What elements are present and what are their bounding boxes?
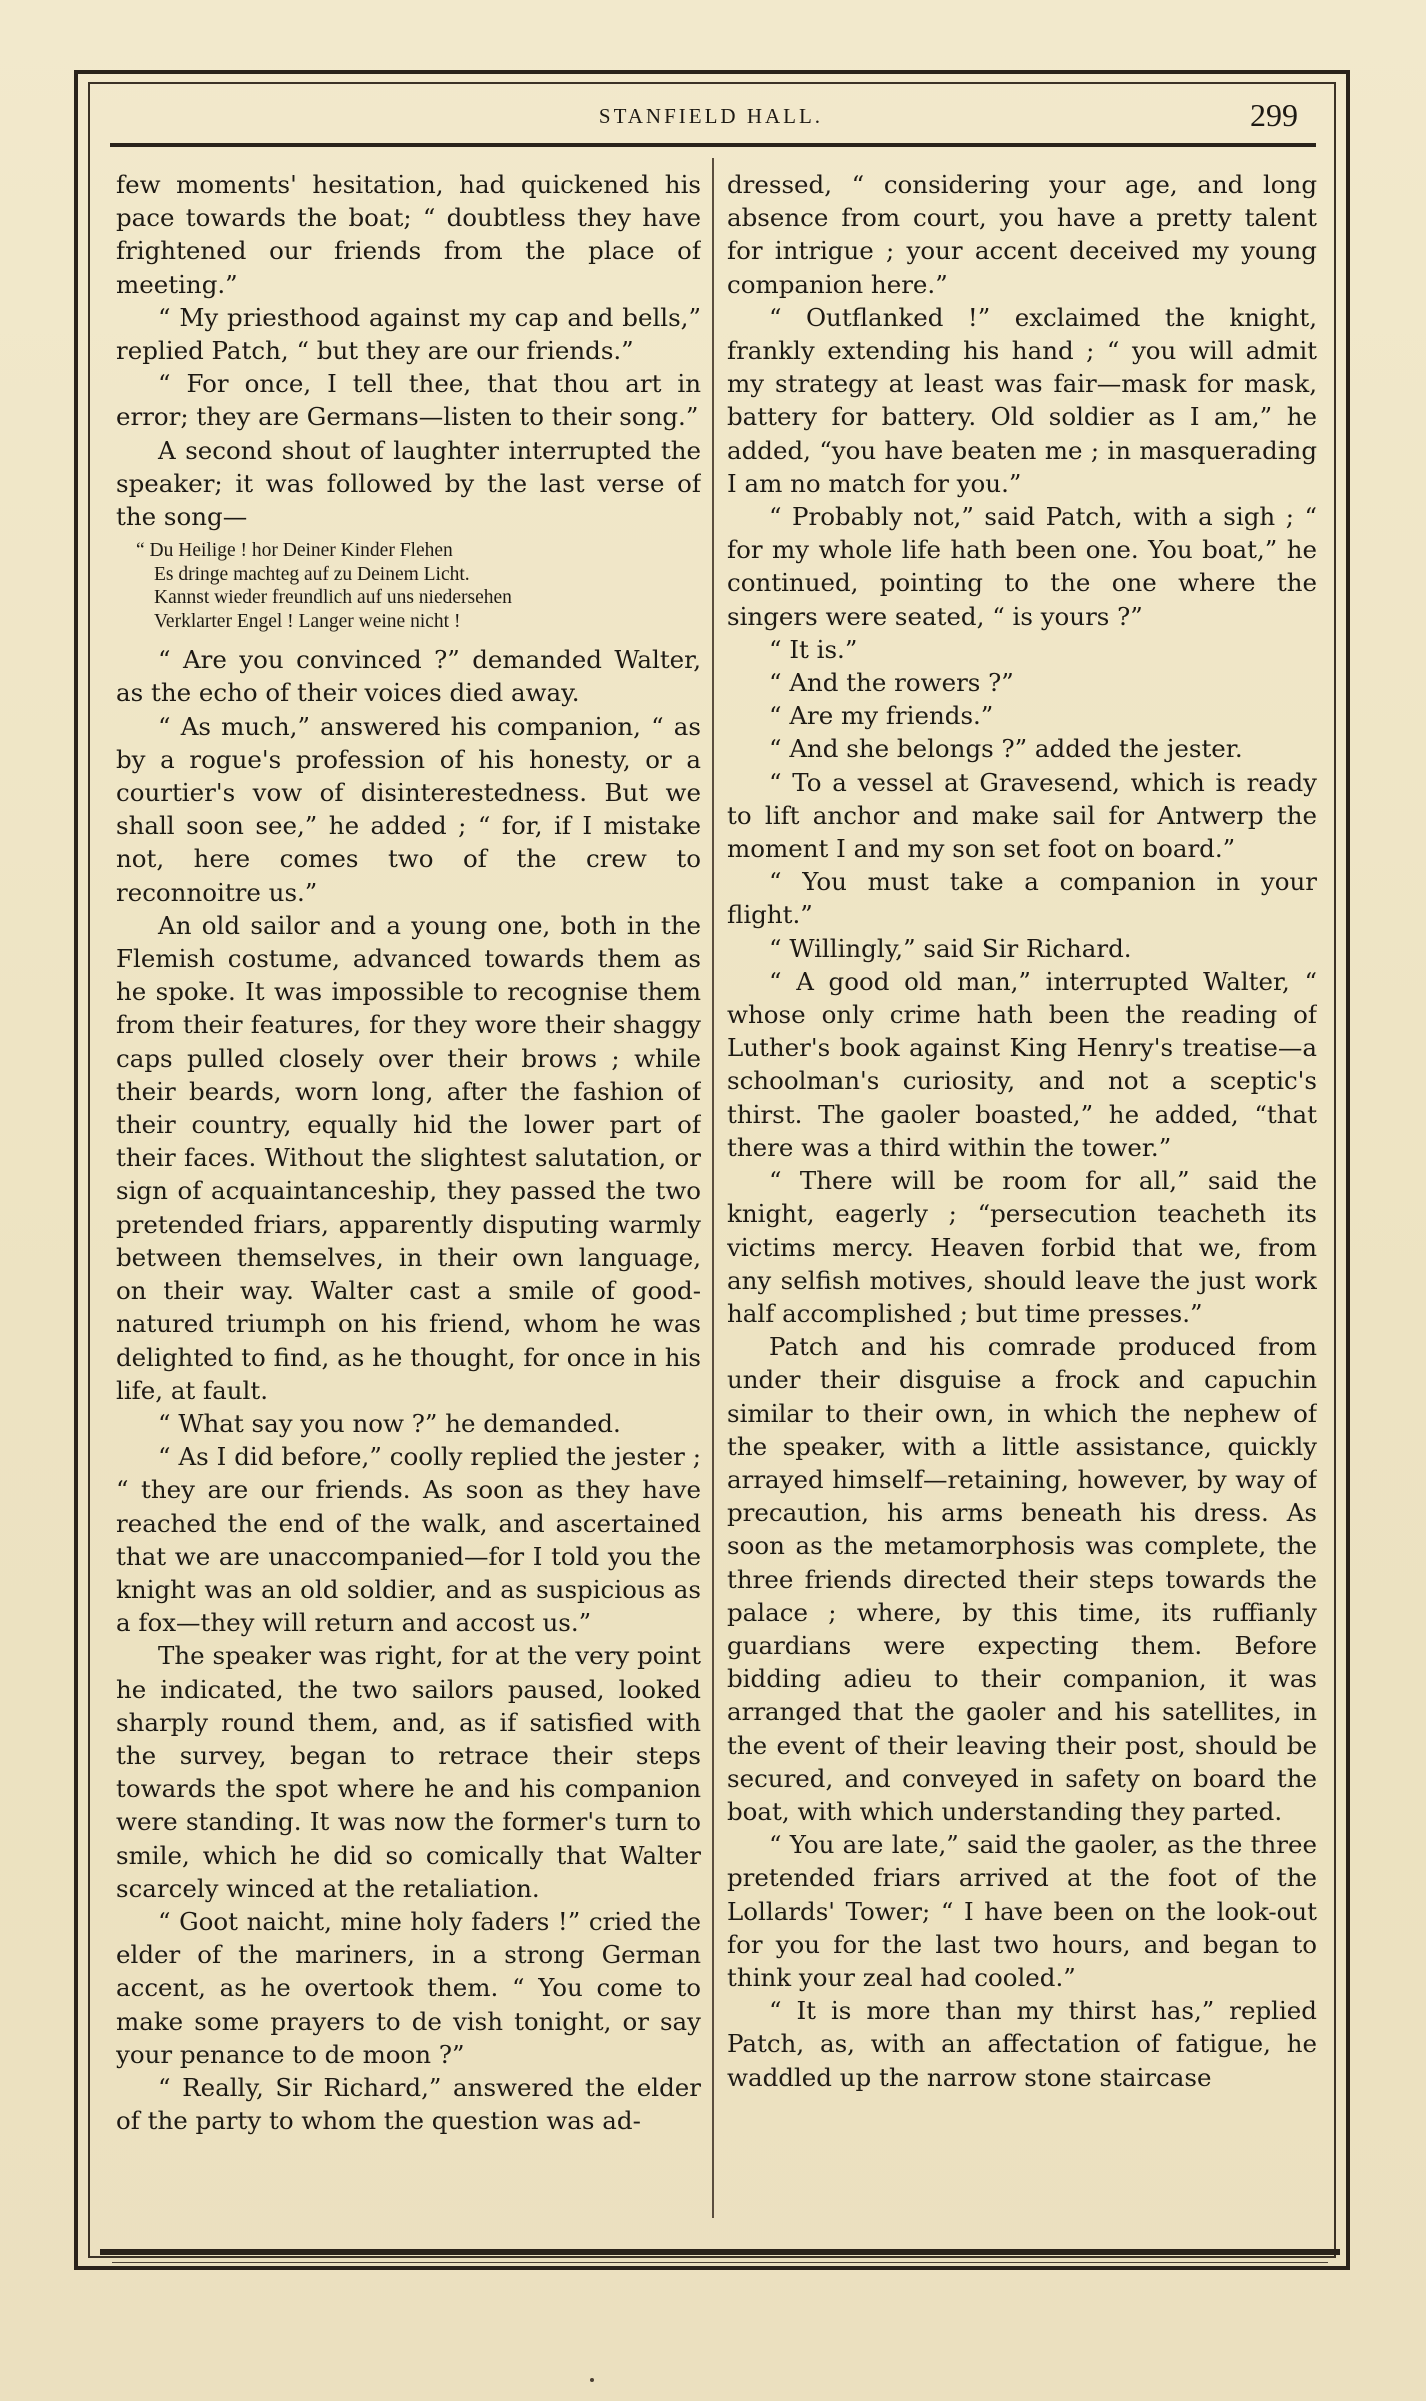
verse-line: Es dringe machteg auf zu Deinem Licht. — [154, 563, 470, 585]
paragraph: The speaker was right, for at the very point he indicated, the two sailors paused, looked sharply round them, and, as if satisfied with the survey, began to retrace their steps towards the spot where he and his companion were standing. It was now the former's turn to smile, which he did so comically that Walter scarcely winced at the retaliation. — [116, 1641, 701, 1903]
paragraph: “ And she belongs ?” added the jester. — [769, 734, 1243, 764]
song-verse — [136, 539, 701, 633]
verse-line: Kannst wieder freundlich auf uns niedersehen — [154, 587, 512, 609]
paragraph: “ Really, Sir Richard,” answered the elder of the party to whom the question was ad- — [116, 2072, 701, 2136]
paragraph: “ As I did before,” coolly replied the jester ; “ they are our friends. As soon as they have reached the end of the walk, and ascertained that we are unaccompanied—for I told you the knight was an old soldier, and as suspicious as a fox—they will return and accost us.” — [116, 1442, 701, 1638]
paragraph: “ Outflanked !” exclaimed the knight, frankly extending his hand ; “ you will admit my strategy at least was fair—mask for mask, battery for battery. Old soldier as I am,” he added, “you have beaten me ; in masquerading I am no match for you.” — [727, 302, 1317, 498]
left-column — [116, 168, 701, 2228]
verse-line: Verklarter Engel ! Langer weine nicht ! — [154, 610, 461, 632]
paragraph: Patch and his comrade produced from under their disguise a frock and capuchin similar to their own, in which the nephew of the speaker, with a little assistance, quickly arrayed himself—retaining, however, by way of precaution, his arms beneath his dress. As soon as the metamorphosis was complete, the three friends directed their steps towards the palace ; where, by this time, its ruffianly guardians were expecting them. Before bidding adieu to their companion, it was arranged that the gaoler and his satellites, in the event of their leaving their post, should be secured, and conveyed in safety on board the boat, with which understanding they parted. — [727, 1332, 1317, 1826]
paragraph: “ There will be room for all,” said the knight, eagerly ; “persecution teacheth its victims mercy. Heaven forbid that we, from any selfish motives, should leave the just work half accomplished ; but time presses.” — [727, 1166, 1317, 1328]
page-number: 299 — [1250, 97, 1298, 133]
running-title: STANFIELD HALL. — [598, 104, 824, 128]
ink-speck — [590, 2378, 594, 2382]
paragraph: “ You must take a companion in your flight.” — [727, 867, 1317, 930]
page-header — [98, 88, 1324, 148]
paragraph: “ As much,” answered his companion, “ as by a rogue's profession of his honesty, or a courtier's vow of disinterestedness. But we shall soon see,” he added ; “ for, if I mistake not, here comes two of the crew to reconnoitre us.” — [116, 711, 701, 907]
paragraph: “ To a vessel at Gravesend, which is ready to lift anchor and make sail for Antwerp the moment I and my son set foot on board.” — [727, 767, 1317, 864]
paragraph: few moments' hesitation, had quickened his pace towards the boat; “ doubtless they have frightened our friends from the place of meeting.” — [116, 170, 701, 299]
paragraph: “ Probably not,” said Patch, with a sigh ; “ for my whole life hath been one. You boat,” he continued, pointing to the one where the singers were seated, “ is yours ?” — [727, 502, 1317, 631]
paragraph: “ My priesthood against my cap and bells,” replied Patch, “ but they are our friends.” — [116, 302, 701, 366]
paragraph: A second shout of laughter interrupted the speaker; it was followed by the last verse of the song— — [116, 435, 701, 532]
right-column — [727, 168, 1317, 2228]
footer-rule-thin — [112, 2262, 1328, 2263]
paragraph: “ What say you now ?” he demanded. — [158, 1408, 621, 1438]
paragraph: “ Willingly,” said Sir Richard. — [769, 933, 1132, 963]
paragraph: “ And the rowers ?” — [769, 668, 1014, 698]
paragraph: “ It is.” — [769, 634, 858, 664]
paragraph: “ Goot naicht, mine holy faders !” cried the elder of the mariners, in a strong German accent, as he overtook them. “ You come to make some prayers to de vish tonight, or say your penance to de moon ?” — [116, 1906, 701, 2069]
verse-line: “ Du Heilige ! hor Deiner Kinder Flehen — [136, 540, 453, 562]
header-rule — [110, 143, 1316, 147]
footer-rule — [100, 2249, 1340, 2255]
paragraph: dressed, “ considering your age, and long absence from court, you have a pretty talent for intrigue ; your accent deceived my young companion here.” — [727, 170, 1317, 299]
paragraph: “ A good old man,” interrupted Walter, “ whose only crime hath been the reading of Luther's book against King Henry's treatise—a schoolman's curiosity, and not a sceptic's thirst. The gaoler boasted,” he added, “that there was a third within the tower.” — [727, 966, 1317, 1162]
paragraph: “ It is more than my thirst has,” replied Patch, as, with an affectation of fatigue, he waddled up the narrow stone staircase — [727, 1996, 1317, 2092]
paragraph: An old sailor and a young one, both in the Flemish costume, advanced towards them as he spoke. It was impossible to recognise them from their features, for they wore their shaggy caps pulled closely over their brows ; while their beards, worn long, after the fashion of their country, equally hid the lower part of their faces. Without the slightest salutation, or sign of acquaintanceship, they passed the two pretended friars, apparently disputing warmly between themselves, in their own language, on their way. Walter cast a smile of good-natured triumph on his friend, whom he was delighted to find, as he thought, for once in his life, at fault. — [116, 910, 701, 1405]
paragraph: “ Are you convinced ?” demanded Walter, as the echo of their voices died away. — [116, 645, 701, 708]
paragraph: “ For once, I tell thee, that thou art in error; they are Germans—listen to their song.” — [116, 369, 701, 432]
column-divider — [712, 158, 714, 2218]
paragraph: “ Are my friends.” — [769, 701, 994, 731]
paragraph: “ You are late,” said the gaoler, as the three pretended friars arrived at the foot of the Lollards' Tower; “ I have been on the look-out for you for the last two hours, and began to think your zeal had cooled.” — [727, 1830, 1317, 1992]
